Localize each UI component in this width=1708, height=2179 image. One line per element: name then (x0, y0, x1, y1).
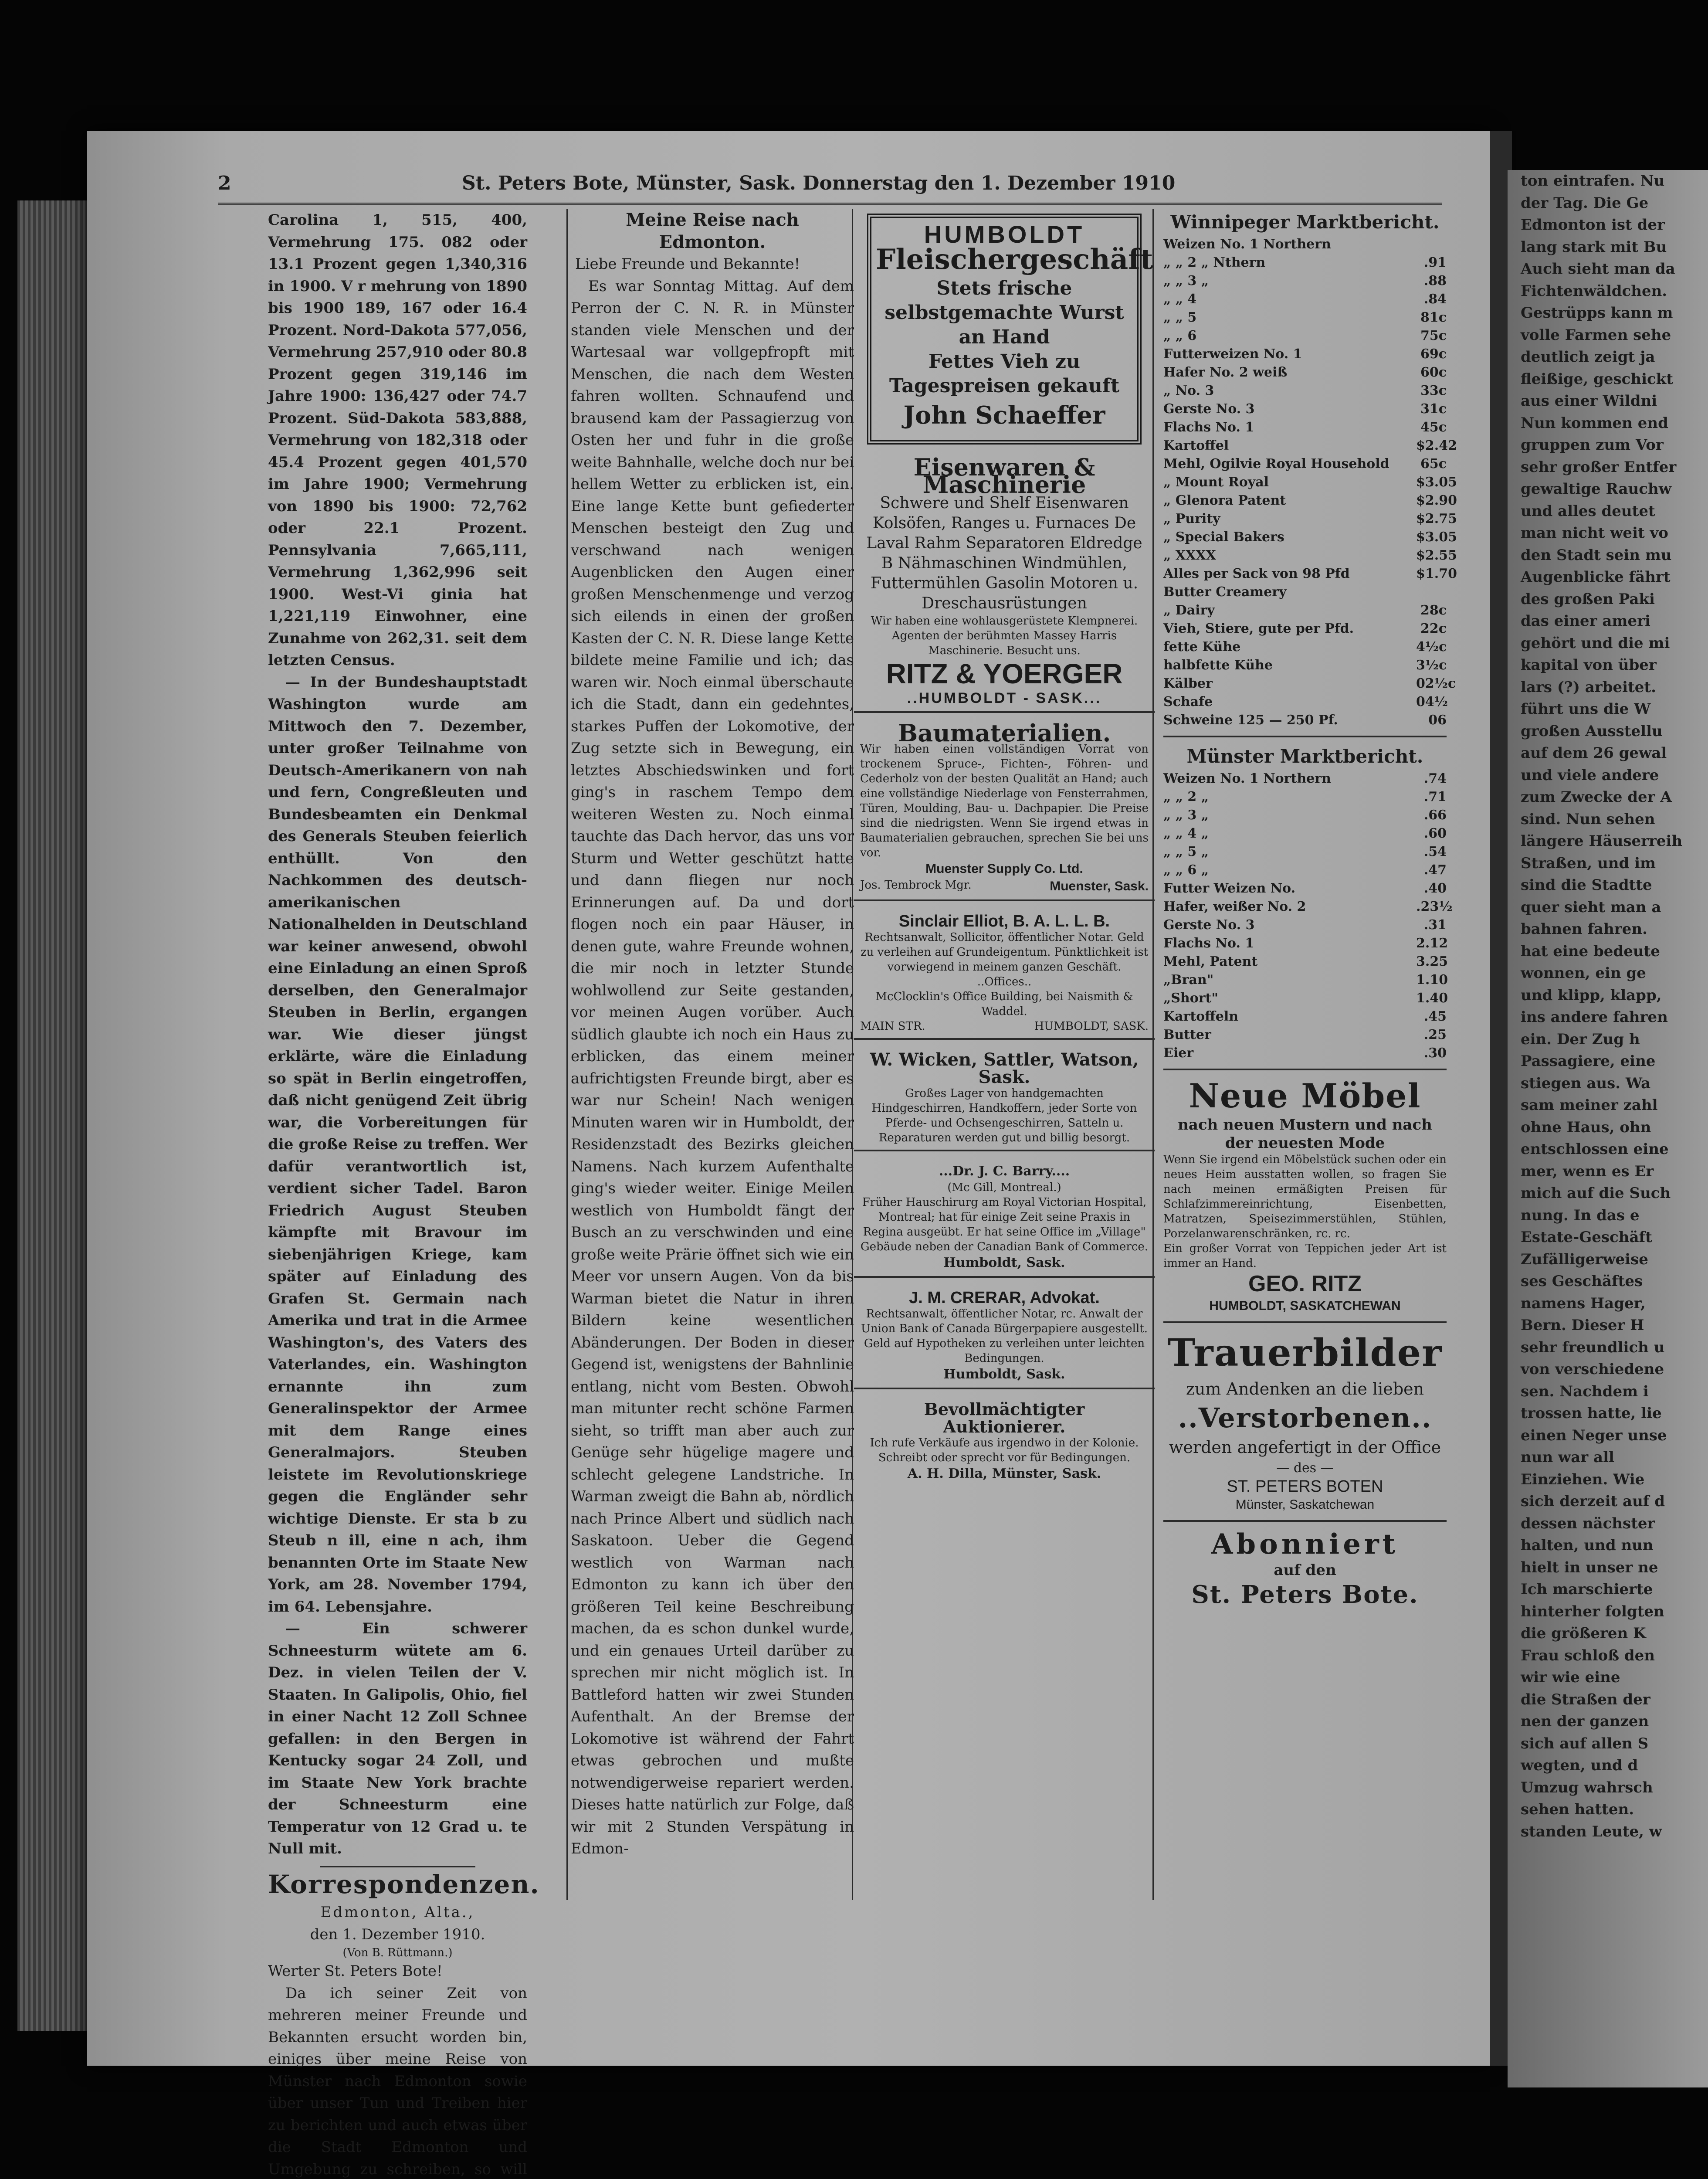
market-row (1163, 989, 1447, 1008)
market-row-label: Mehl, Patent (1163, 953, 1257, 971)
market-row-price: .74 (1416, 770, 1447, 788)
article-title: Meine Reise nach Edmonton. (571, 209, 854, 253)
moebel-subtitle: nach neuen Mustern und nach der neuesten Mode (1163, 1116, 1447, 1152)
abonniert-line-3: St. Peters Bote. (1163, 1579, 1447, 1610)
baumaterialien-ad (854, 720, 1155, 901)
divider (1163, 736, 1447, 737)
divider (1163, 1321, 1447, 1323)
market-row (1163, 235, 1447, 254)
facing-page-line: Nun kommen end (1521, 412, 1704, 434)
market-row-label: Eier (1163, 1044, 1193, 1062)
ritz-yoerger-town: ..HUMBOLDT - SASK... (860, 689, 1149, 707)
auktionierer-ad (854, 1396, 1155, 1487)
market-row-price: .88 (1416, 272, 1447, 290)
market-row-label: „ „ 3 „ (1163, 272, 1209, 290)
facing-page-line: bahnen fahren. (1521, 918, 1704, 940)
market-row-label: Kartoffel (1163, 437, 1229, 455)
facing-page-line: sich auf allen S (1521, 1733, 1704, 1755)
market-row-label: Hafer No. 2 weiß (1163, 363, 1287, 382)
facing-page-line: zum Zwecke der A (1521, 786, 1704, 808)
market-row-label: „ „ 5 (1163, 309, 1196, 327)
dateline-place: Edmonton, Alta., (268, 1901, 527, 1924)
facing-page-line: quer sieht man a (1521, 896, 1704, 919)
market-row (1163, 400, 1447, 418)
market-row (1163, 327, 1447, 345)
trauer-line-5: ST. PETERS BOTEN (1163, 1477, 1447, 1496)
market-row (1163, 272, 1447, 290)
trauer-line-1: zum Andenken an die lieben (1163, 1377, 1447, 1401)
market-row-price: 1.10 (1416, 971, 1447, 989)
facing-page-line: ses Geschäftes (1521, 1270, 1704, 1293)
market-row-price: .23½ (1416, 898, 1447, 916)
article-body: Es war Sonntag Mittag. Auf dem Perron der C. N. R. in Münster standen viele Menschen und der Wartesaal war vollgepfropft mit Menschen, die nach dem Westen fahren wollten. Schnaufend und brausend kam der Passagierzug von Osten her und fuhr in die große weite Bahnhalle, welche doch nur bei hellem Wetter zu erblicken ist, ein. Eine lange Kette bunt gefiederter Menschen besteigt den Zug und verschwand nach wenigen Augenblicken den Augen einer großen Menschenmenge und verzog sich eilends in einen der großen Kasten der C. N. R. Diese lange Kette bildete meine Familie und ich; das waren wir. Noch einmal überschaute ich die Stadt, dann ein gedehntes, starkes Puffen der Lokomotive, der Zug setzte sich in Bewegung, ein letztes Abschiedswinken und fort ging's in raschem Tempo dem weiteren Westen zu. Noch einmal tauchte das Dach hervor, das uns vor Sturm und Wetter geschützt hatte und dann fliegen nur noch Erinnerungen auf. Da und dort flogen noch ein paar Häuser, in denen gute, wahre Freunde wohnen, die mir noch in letzter Stunde wohlwollend zur Seite gestanden, vor meinen Augen vorüber. Auch südlich glaubte ich noch ein Haus zu erblicken, das einem meiner aufrichtigsten Freunde birgt, aber es war nur Schein! Nach wenigen Minuten waren wir in Humboldt, der Residenzstadt des Bezirks gleichen Namens. Nach kurzem Aufenthalte ging's wieder weiter. Einige Meilen westlich von Humboldt fängt der Busch an zu verschwinden und eine große weite Prärie öffnet sich wie ein Meer vor unsern Augen. Von da bis Warman bietet die Natur in ihren Bildern keine wesentlichen Abänderungen. Der Boden in dieser Gegend ist, wenigstens der Bahnlinie entlang, nicht vom Besten. Obwohl man mitunter recht schöne Farmen sieht, so trifft man aber auch zur Genüge sehr hügelige magere und schlecht gelegene Landstriche. In Warman zweigt die Bahn ab, nördlich nach Prince Albert und südlich nach Saskatoon. Ueber die Gegend westlich von Warman nach Edmonton zu kann ich über den größeren Teil keine Beschreibung machen, da es schon dunkel wurde, und ein genaues Urteil darüber zu sprechen mir nicht möglich ist. In Battleford hatten wir zwei Stunden Aufenthalt. An der Bremse der Lokomotive ist während der Fahrt etwas gebrochen und mußte notwendigerweise repariert werden. Dieses hatte natürlich zur Folge, daß wir mit 2 Stunden Verspätung in Edmon- (571, 275, 854, 1860)
facing-page-line: Bern. Dieser H (1521, 1314, 1704, 1337)
trauer-line-6: Münster, Saskatchewan (1163, 1496, 1447, 1514)
ritz-yoerger-name: RITZ & YOERGER (860, 658, 1149, 689)
market-row-price: $2.75 (1416, 510, 1447, 528)
divider (320, 1866, 475, 1867)
facing-page-line: einen Neger unse (1521, 1425, 1704, 1447)
moebel-body: Wenn Sie irgend ein Möbelstück suchen oder ein neues Heim ausstatten wollen, so fragen Sie nach meinen ermäßigten Preisen für Schlafzimmereinrichtung, Eisenbetten, Matratzen, Speisezimmerstühlen, Stühlen, Porzelanwarenschränken, rc. rc. (1163, 1152, 1447, 1241)
market-row-label: „ „ 2 „ (1163, 788, 1209, 806)
market-row-price (1416, 235, 1447, 254)
moebel-title: Neue Möbel (1163, 1076, 1447, 1116)
facing-page-line: ton eintrafen. Nu (1521, 170, 1704, 192)
facing-page-line: hat eine bedeute (1521, 940, 1704, 963)
market-row-price: 28c (1416, 601, 1447, 620)
market-row-price: 3½c (1416, 656, 1447, 675)
market-row-price: 4½c (1416, 638, 1447, 656)
market-row-price: 69c (1416, 345, 1447, 363)
market-row (1163, 675, 1447, 693)
market-row-label: „ „ 6 (1163, 327, 1196, 345)
market-row (1163, 492, 1447, 510)
market-row (1163, 583, 1447, 601)
market-row-label: Flachs No. 1 (1163, 418, 1254, 437)
facing-page-line: Augenblicke fährt (1521, 566, 1704, 588)
market-row-price: 04½ (1416, 693, 1447, 711)
trauer-line-2: ..Verstorbenen.. (1163, 1401, 1447, 1436)
market-row-label: Gerste No. 3 (1163, 400, 1254, 418)
facing-page-line: die größeren K (1521, 1622, 1704, 1645)
facing-page-text (1508, 170, 1704, 1843)
facing-page-line: namens Hager, (1521, 1293, 1704, 1315)
market-row-price: 3.25 (1416, 953, 1447, 971)
market-row (1163, 806, 1447, 825)
market-row-label: Kartoffeln (1163, 1008, 1238, 1026)
market-row-label: Alles per Sack von 98 Pfd (1163, 565, 1350, 583)
market-row-label: „Bran" (1163, 971, 1213, 989)
facing-page-line: und alles deutet (1521, 500, 1704, 523)
market-row-label: „ „ 5 „ (1163, 843, 1209, 861)
eisenwaren-note: Wir haben eine wohlausgerüstete Klempnerei. Agenten der berühmten Massey Harris Maschinerie. Besucht uns. (860, 614, 1149, 658)
market-row-label: Schweine 125 — 250 Pf. (1163, 711, 1338, 730)
byline: (Von B. Rüttmann.) (268, 1945, 527, 1960)
market-row-price: .25 (1416, 1026, 1447, 1044)
facing-page-line: Frau schloß den (1521, 1645, 1704, 1667)
abonniert-line-2: auf den (1163, 1561, 1447, 1579)
market-row-price: $2.42 (1416, 437, 1447, 455)
facing-page-line: fleißige, geschickt (1521, 368, 1704, 390)
market-row-price: 65c (1416, 455, 1447, 473)
market-row-label: „ „ 4 „ (1163, 825, 1209, 843)
market-row (1163, 510, 1447, 528)
facing-page-line: lang stark mit Bu (1521, 236, 1704, 258)
column-rule-1 (566, 209, 568, 1900)
column-4 (1155, 209, 1447, 1610)
market-row (1163, 934, 1447, 953)
facing-page-line: auf dem 26 gewal (1521, 742, 1704, 764)
winnipeg-market-table (1163, 235, 1447, 730)
market-row-label: „ „ 2 „ Nthern (1163, 254, 1265, 272)
market-row-price: 06 (1416, 711, 1447, 730)
market-row-label: Weizen No. 1 Northern (1163, 770, 1331, 788)
market-row-price: $2.55 (1416, 546, 1447, 565)
market-row (1163, 345, 1447, 363)
market-row-price: 75c (1416, 327, 1447, 345)
market-row (1163, 309, 1447, 327)
market-row-price: .84 (1416, 290, 1447, 309)
facing-page-line: volle Farmen sehe (1521, 324, 1704, 346)
market-row-price: .47 (1416, 861, 1447, 879)
facing-page-line: standen Leute, w (1521, 1821, 1704, 1843)
facing-page-line: halten, und nun (1521, 1534, 1704, 1557)
geo-ritz-name: GEO. RITZ (1163, 1271, 1447, 1297)
barry-doctor-ad (854, 1158, 1155, 1278)
market-row (1163, 638, 1447, 656)
eisenwaren-title: Eisenwaren & Maschinerie (860, 458, 1149, 493)
facing-page-line: trossen hatte, lie (1521, 1402, 1704, 1425)
auktionierer-body: Ich rufe Verkäufe aus irgendwo in der Kolonie. Schreibt oder sprecht vor für Bedingungen. (860, 1436, 1149, 1465)
winnipeg-market-title: Winnipeger Marktbericht. (1163, 209, 1447, 235)
facing-page-line: großen Ausstellu (1521, 720, 1704, 743)
facing-page-line: kapital von über (1521, 654, 1704, 676)
market-row (1163, 473, 1447, 492)
facing-page-line: längere Häuserreih (1521, 830, 1704, 852)
barry-title: ...Dr. J. C. Barry.... (860, 1163, 1149, 1180)
market-row (1163, 437, 1447, 455)
market-row (1163, 861, 1447, 879)
sinclair-town: HUMBOLDT, SASK. (1034, 1019, 1149, 1034)
facing-page-line: Einziehen. Wie (1521, 1469, 1704, 1491)
facing-page-line: deutlich zeigt ja (1521, 346, 1704, 368)
crerar-title: J. M. CRERAR, Advokat. (860, 1289, 1149, 1307)
humboldt-ad-vieh: Fettes Vieh zu Tagespreisen gekauft (876, 350, 1133, 398)
market-row-label: „ „ 3 „ (1163, 806, 1209, 825)
market-row-label: Hafer, weißer No. 2 (1163, 898, 1306, 916)
market-row-price: $3.05 (1416, 473, 1447, 492)
market-row-label: Butter Creamery (1163, 583, 1287, 601)
market-row-price: $3.05 (1416, 528, 1447, 546)
sinclair-office-location: McClocklin's Office Building, bei Naismith & Waddel. (860, 989, 1149, 1019)
facing-page-line: und klipp, klapp, (1521, 984, 1704, 1007)
market-row (1163, 1008, 1447, 1026)
market-row-price: .60 (1416, 825, 1447, 843)
market-row-label: „ XXXX (1163, 546, 1216, 565)
facing-page-line: das einer ameri (1521, 610, 1704, 632)
facing-page-line: gruppen zum Vor (1521, 434, 1704, 456)
market-row-price (1416, 583, 1447, 601)
market-row (1163, 382, 1447, 400)
baumaterialien-body: Wir haben einen vollständigen Vorrat von trockenem Spruce-, Fichten-, Föhren- und Cederholz von der besten Qualität an Hand; auch eine vollständige Niederlage von Fensterrahmen, Türen, Moulding, Bau- u. Dachpapier. Die Preise sind die niedrigsten. Wenn Sie irgend etwas in Baumaterialien gebrauchen, sprechen Sie bei uns vor. (860, 742, 1149, 860)
facing-page-line: aus einer Wildni (1521, 390, 1704, 412)
facing-page-line: man nicht weit vo (1521, 522, 1704, 544)
facing-page-line: ein. Der Zug h (1521, 1028, 1704, 1051)
market-row-price: .40 (1416, 879, 1447, 898)
facing-page-line: sehr freundlich u (1521, 1337, 1704, 1359)
column-1 (268, 209, 527, 2179)
facing-page-line: des großen Paki (1521, 588, 1704, 611)
divider (1163, 1520, 1447, 1522)
facing-page-line: Gestrüpps kann m (1521, 302, 1704, 324)
market-row-price: $2.90 (1416, 492, 1447, 510)
market-row-price: .31 (1416, 916, 1447, 934)
market-row-price: .66 (1416, 806, 1447, 825)
facing-page-line: sen. Nachdem i (1521, 1381, 1704, 1403)
market-row-label: Flachs No. 1 (1163, 934, 1254, 953)
market-row (1163, 455, 1447, 473)
market-row-price: .71 (1416, 788, 1447, 806)
facing-page-line: gehört und die mi (1521, 632, 1704, 655)
facing-page-line: Zufälligerweise (1521, 1249, 1704, 1271)
facing-page-line: Auch sieht man da (1521, 258, 1704, 280)
market-row (1163, 953, 1447, 971)
abonniert-line-1: Abonniert (1163, 1528, 1447, 1561)
market-row-label: Vieh, Stiere, gute per Pfd. (1163, 620, 1354, 638)
market-row-label: Butter (1163, 1026, 1211, 1044)
masthead-title: St. Peters Bote, Münster, Sask. Donnerstag den 1. Dezember 1910 (462, 172, 1175, 194)
letter-intro-paragraph: Da ich seiner Zeit von mehreren meiner Freunde und Bekannten ersucht worden bin, einiges über meine Reise von Münster nach Edmonton sowie über unser Tun und Treiben hier zu berichten und auch etwas über die Stadt Edmonton und Umgebung zu schreiben, so will (268, 1982, 527, 2179)
muenster-supply-town: Muenster, Sask. (1050, 878, 1149, 895)
facing-page-line: sehr großer Entfer (1521, 456, 1704, 479)
market-row (1163, 693, 1447, 711)
humboldt-ad-owner: John Schaeffer (876, 398, 1133, 432)
wicken-title: W. Wicken, Sattler, Watson, Sask. (860, 1051, 1149, 1086)
market-row-price: 60c (1416, 363, 1447, 382)
humboldt-ad-wurst: Stets frische selbstgemachte Wurst an Hand (876, 276, 1133, 350)
market-row-label: Schafe (1163, 693, 1213, 711)
korrespondenzen-heading: Korrespondenzen. (268, 1874, 527, 1896)
crerar-body: Rechtsanwalt, öffentlicher Notar, rc. Anwalt der Union Bank of Canada Bürgerpapiere ausgestellt. Geld auf Hypotheken zu verleihen unter leichten Bedingungen. (860, 1307, 1149, 1366)
facing-page-line: sind. Nun sehen (1521, 808, 1704, 831)
baumaterialien-title: Baumaterialien. (860, 724, 1149, 742)
facing-page-line: hinterher folgten (1521, 1601, 1704, 1623)
facing-page-line: der Tag. Die Ge (1521, 192, 1704, 214)
sinclair-title: Sinclair Elliot, B. A. L. L. B. (860, 913, 1149, 930)
market-row-label: „ „ 4 (1163, 290, 1196, 309)
barry-town: Humboldt, Sask. (860, 1254, 1149, 1272)
market-row (1163, 290, 1447, 309)
market-row-price: 33c (1416, 382, 1447, 400)
market-row-label: Kälber (1163, 675, 1213, 693)
market-row-label: Weizen No. 1 Northern (1163, 235, 1331, 254)
market-row (1163, 1044, 1447, 1062)
market-row-price: 22c (1416, 620, 1447, 638)
facing-page-line: Umzug wahrsch (1521, 1777, 1704, 1799)
market-row-price: 02½c (1416, 675, 1447, 693)
market-row-label: „ No. 3 (1163, 382, 1214, 400)
market-row-label: Futterweizen No. 1 (1163, 345, 1302, 363)
market-row (1163, 656, 1447, 675)
facing-page-line: mich auf die Such (1521, 1182, 1704, 1205)
crerar-town: Humboldt, Sask. (860, 1366, 1149, 1383)
market-row-label: „ Glenora Patent (1163, 492, 1286, 510)
sinclair-offices: ..Offices.. (860, 974, 1149, 989)
facing-page (1508, 170, 1708, 2087)
auktionierer-signature: A. H. Dilla, Münster, Sask. (860, 1465, 1149, 1483)
market-row-label: „ Dairy (1163, 601, 1215, 620)
facing-page-line: Edmonton ist der (1521, 214, 1704, 236)
facing-page-line: sich derzeit auf d (1521, 1490, 1704, 1513)
page-header (218, 172, 1442, 205)
market-row (1163, 825, 1447, 843)
humboldt-butcher-ad (867, 214, 1142, 445)
facing-page-line: wir wie eine (1521, 1666, 1704, 1689)
facing-page-line: Passagiere, eine (1521, 1050, 1704, 1073)
facing-page-line: dessen nächster (1521, 1513, 1704, 1535)
facing-page-line: mer, wenn es Er (1521, 1161, 1704, 1183)
census-paragraph: Carolina 1, 515, 400, Vermehrung 175. 082 oder 13.1 Prozent gegen 1,340,316 in 1900. V r mehrung von 1890 bis 1900 189, 167 oder 16.4 Prozent. Nord-Dakota 577,056, Vermehrung 257,910 oder 80.8 Prozent gegen 319,146 im Jahre 1900: 136,427 oder 74.7 Prozent. Süd-Dakota 583,888, Vermehrung von 182,318 oder 45.4 Prozent gegen 401,570 im Jahre 1900; Vermehrung von 1890 bis 1900: 72,762 oder 22.1 Prozent. Pennsylvania 7,665,111, Vermehrung 1,362,996 seit 1900. West-Vi ginia hat 1,221,119 Einwohner, eine Zunahme von 262,31. seit dem letzten Census. (268, 209, 527, 672)
barry-body: Früher Hauschirurg am Royal Victorian Hospital, Montreal; hat für einige Zeit seine Praxis in Regina ausgeübt. Er hat seine Office im „Village" Gebäude neben der Canadian Bank of Commerce. (860, 1195, 1149, 1254)
market-row (1163, 879, 1447, 898)
facing-page-line: sind die Stadtte (1521, 874, 1704, 896)
market-row-price: 45c (1416, 418, 1447, 437)
market-row (1163, 898, 1447, 916)
market-row (1163, 971, 1447, 989)
market-row (1163, 788, 1447, 806)
market-row-price: .45 (1416, 1008, 1447, 1026)
facing-page-line: Estate-Geschäft (1521, 1226, 1704, 1249)
facing-page-line: Ich marschierte (1521, 1578, 1704, 1601)
market-row-label: Mehl, Ogilvie Royal Household (1163, 455, 1389, 473)
sinclair-body: Rechtsanwalt, Sollicitor, öffentlicher Notar. Geld zu verleihen auf Grundeigentum. Pünktlichkeit ist vorwiegend in meinem ganzen Geschäft. (860, 930, 1149, 974)
facing-page-line: die Straßen der (1521, 1689, 1704, 1711)
market-row-label: Gerste No. 3 (1163, 916, 1254, 934)
trauer-line-4: — des — (1163, 1459, 1447, 1477)
facing-page-line: ohne Haus, ohn (1521, 1117, 1704, 1139)
market-row (1163, 546, 1447, 565)
market-row (1163, 770, 1447, 788)
wicken-saddler-ad (854, 1047, 1155, 1151)
facing-page-line: ins andere fahren (1521, 1006, 1704, 1028)
facing-page-line: Fichtenwäldchen. (1521, 280, 1704, 302)
steuben-paragraph: — In der Bundeshauptstadt Washington wurde am Mittwoch den 7. Dezember, unter großer Teilnahme von Deutsch-Amerikanern von nah und fern, Congreßleuten und Bundesbeamten ein Denkmal des Generals Steuben feierlich enthüllt. Von den Nachkommen des deutsch-amerikanischen Nationalhelden in Deutschland war keiner anwesend, obwohl eine Einladung an einen Sproß derselben, den Generalmajor Steuben in Berlin, ergangen war. Wie dieser jüngst erklärte, wäre die Einladung so spät in Berlin eingetroffen, daß nicht genügend Zeit übrig war, die Vorbereitungen für die große Reise zu treffen. Wer dafür verantwortlich ist, verdient sicher Tadel. Baron Friedrich August Steuben kämpfte mit Bravour im siebenjährigen Kriege, kam später auf Einladung des Grafen St. Germain nach Amerika und trat in die Armee Washington's, des Vaters des Vaterlandes, ein. Washington ernannte ihn zum Generalinspektor der Armee mit dem Range eines Generalmajors. Steuben leistete im Revolutionskriege gegen die Engländer sehr wichtige Dienste. Er sta b zu Steub n ill, eine n ach, ihm benannten Orte im Staate New York, am 28. November 1794, im 64. Lebensjahre. (268, 672, 527, 1618)
facing-page-line: Straßen, und im (1521, 852, 1704, 875)
market-row-price: 81c (1416, 309, 1447, 327)
column-3-ads (854, 209, 1155, 1494)
facing-page-line: den Stadt sein mu (1521, 544, 1704, 567)
article-greeting: Liebe Freunde und Bekannte! (571, 253, 854, 275)
trauer-line-3: werden angefertigt in der Office (1163, 1436, 1447, 1459)
muenster-supply-name: Muenster Supply Co. Ltd. (860, 860, 1149, 878)
muenster-supply-manager: Jos. Tembrock Mgr. (860, 878, 972, 895)
divider (1163, 1069, 1447, 1070)
facing-page-line: entschlossen eine (1521, 1138, 1704, 1161)
market-row-price: 2.12 (1416, 934, 1447, 953)
market-row (1163, 601, 1447, 620)
market-row-price: .54 (1416, 843, 1447, 861)
facing-page-line: führt uns die W (1521, 698, 1704, 720)
market-row-label: „ Mount Royal (1163, 473, 1269, 492)
sinclair-street: MAIN STR. (860, 1019, 925, 1034)
facing-page-line: nen der ganzen (1521, 1711, 1704, 1733)
market-row (1163, 363, 1447, 382)
facing-page-line: wegten, und d (1521, 1755, 1704, 1777)
crerar-ad (854, 1285, 1155, 1389)
facing-page-line: nun war all (1521, 1446, 1704, 1469)
facing-page-line: stiegen aus. Wa (1521, 1073, 1704, 1095)
page-number: 2 (218, 172, 231, 194)
facing-page-line: sam meiner zahl (1521, 1094, 1704, 1117)
market-row-price: .30 (1416, 1044, 1447, 1062)
market-row (1163, 565, 1447, 583)
market-row-label: halbfette Kühe (1163, 656, 1273, 675)
trauerbilder-title: Trauerbilder (1163, 1329, 1447, 1377)
auktionierer-title: Bevollmächtigter Auktionierer. (860, 1401, 1149, 1436)
humboldt-ad-town: HUMBOLDT (876, 226, 1133, 243)
salutation: Werter St. Peters Bote! (268, 1960, 527, 1982)
facing-page-line: und viele andere (1521, 764, 1704, 787)
dateline-date: den 1. Dezember 1910. (268, 1924, 527, 1946)
eisenwaren-body: Schwere und Shelf Eisenwaren Kolsöfen, Ranges u. Furnaces De Laval Rahm Separatoren Eldredge B Nähmaschinen Windmühlen, Futtermühlen Gasolin Motoren u. Dreschausrüstungen (860, 493, 1149, 614)
market-row-label: „ Purity (1163, 510, 1220, 528)
market-row (1163, 1026, 1447, 1044)
facing-page-line: wonnen, ein ge (1521, 962, 1704, 984)
market-row-label: „Short" (1163, 989, 1218, 1008)
facing-page-line: von verschiedene (1521, 1358, 1704, 1381)
market-row-label: fette Kühe (1163, 638, 1240, 656)
market-row (1163, 254, 1447, 272)
market-row-price: 31c (1416, 400, 1447, 418)
wicken-body: Großes Lager von handgemachten Hindgeschirren, Handkoffern, jeder Sorte von Pferde- und Ochsengeschirren, Satteln u. Reparaturen werden gut und billig besorgt. (860, 1086, 1149, 1145)
market-row-price: .91 (1416, 254, 1447, 272)
facing-page-line: lars (?) arbeitet. (1521, 676, 1704, 699)
barry-subtitle: (Mc Gill, Montreal.) (860, 1180, 1149, 1195)
market-row (1163, 843, 1447, 861)
market-row (1163, 418, 1447, 437)
market-row-label: Futter Weizen No. (1163, 879, 1295, 898)
market-row (1163, 711, 1447, 730)
geo-ritz-town: HUMBOLDT, SASKATCHEWAN (1163, 1297, 1447, 1315)
market-row-price: 1.40 (1416, 989, 1447, 1008)
market-row (1163, 528, 1447, 546)
facing-page-line: sehen hatten. (1521, 1799, 1704, 1821)
muenster-market-title: Münster Marktbericht. (1163, 743, 1447, 770)
market-row-price: $1.70 (1416, 565, 1447, 583)
market-row-label: „ Special Bakers (1163, 528, 1284, 546)
sinclair-elliot-ad (854, 908, 1155, 1040)
market-row-label: „ „ 6 „ (1163, 861, 1209, 879)
muenster-market-table (1163, 770, 1447, 1062)
snowstorm-paragraph: — Ein schwerer Schneesturm wütete am 6. Dez. in vielen Teilen der V. Staaten. In Galipolis, Ohio, fiel in einer Nacht 12 Zoll Schnee gefallen: in den Bergen in Kentucky sogar 24 Zoll, und im Staate New York brachte der Schneesturm eine Temperatur von 12 Grad u. te Null mit. (268, 1618, 527, 1860)
book-page-edges (17, 200, 92, 2031)
market-row (1163, 916, 1447, 934)
column-2 (571, 209, 854, 1860)
moebel-note: Ein großer Vorrat von Teppichen jeder Art ist immer an Hand. (1163, 1241, 1447, 1271)
facing-page-line: gewaltige Rauchw (1521, 478, 1704, 500)
market-row (1163, 620, 1447, 638)
facing-page-line: hielt in unser ne (1521, 1557, 1704, 1579)
humboldt-ad-title: Fleischergeschäft (876, 243, 1133, 276)
facing-page-line: nung. In das e (1521, 1205, 1704, 1227)
eisenwaren-ad (854, 454, 1155, 713)
